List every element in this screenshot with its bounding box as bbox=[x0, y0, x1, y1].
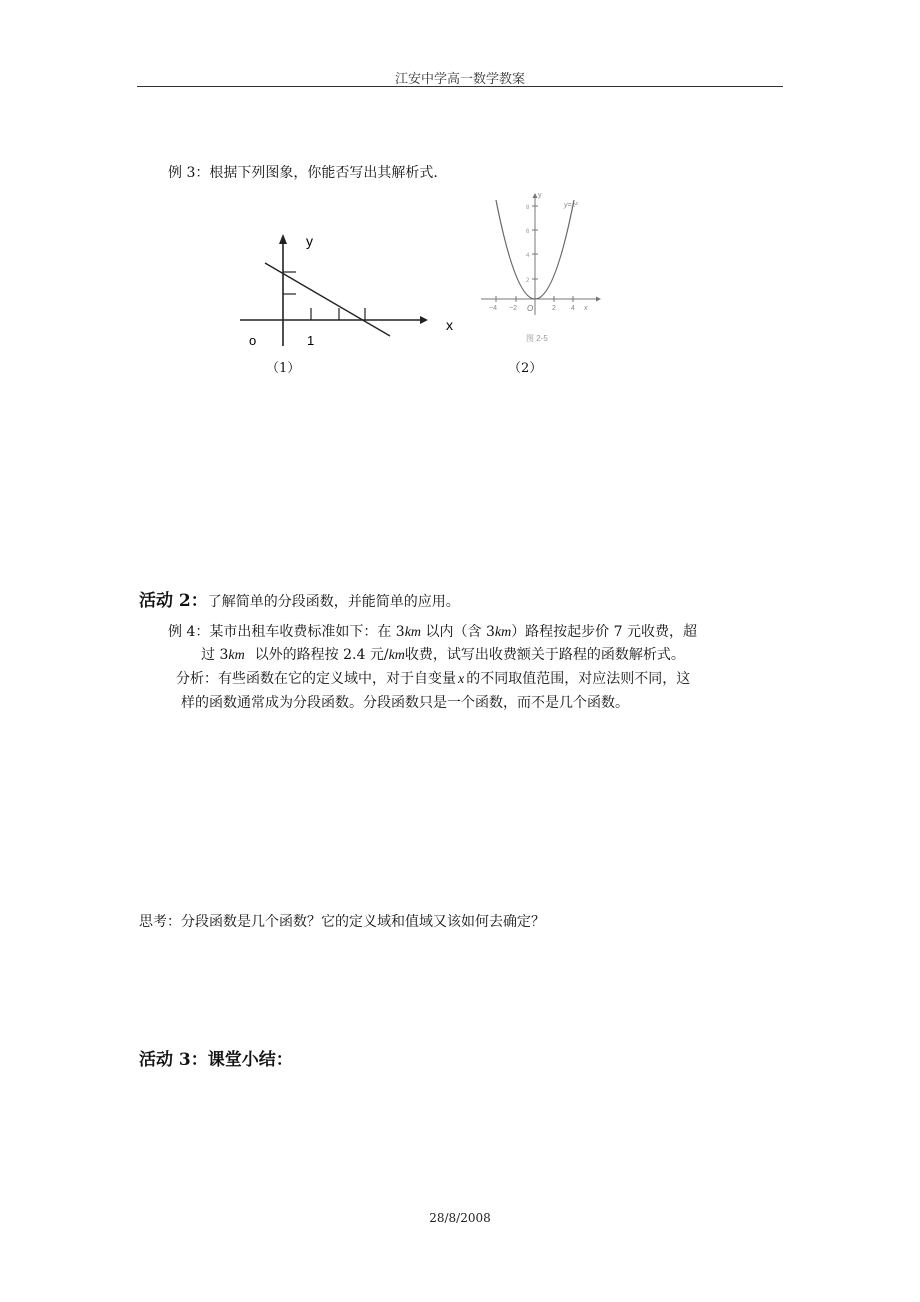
activity-2-label: 活动 2： bbox=[139, 591, 208, 611]
figure-2-fig-label: 图 2-5 bbox=[526, 334, 548, 343]
example-4-text-2a: 过 3 bbox=[201, 647, 229, 663]
activity-2-heading bbox=[139, 586, 460, 611]
figure-2-x-tick-label--2: −2 bbox=[509, 305, 517, 312]
figure-1-y-label: y bbox=[306, 233, 313, 249]
figure-2-y-tick-label-6: 6 bbox=[526, 229, 530, 235]
figure-2-origin-label: O bbox=[527, 304, 534, 313]
activity-3-heading: 活动 3：课堂小结： bbox=[139, 1050, 293, 1070]
figure-2-x-tick-label--4: −4 bbox=[489, 305, 497, 312]
header-rule bbox=[137, 86, 783, 87]
example-3 bbox=[168, 164, 438, 182]
page-header-title: 江安中学高一数学教案 bbox=[394, 72, 525, 87]
example-4-text-2b: 以外的路程按 2.4 元/ bbox=[254, 647, 389, 663]
example-4-label: 例 4： bbox=[168, 624, 210, 640]
example-4-unit-2: km bbox=[494, 625, 512, 640]
figure-1-line-graph bbox=[230, 228, 470, 353]
figure-2-y-tick-label-4: 4 bbox=[526, 253, 530, 259]
figure-2-x-tick-label-2: 2 bbox=[552, 305, 556, 312]
example-3-text: 根据下列图象，你能否写出其解析式. bbox=[209, 165, 438, 181]
example-4-text-2c: 收费，试写出收费额关于路程的函数解析式。 bbox=[404, 647, 685, 663]
activity-2-text: 了解简单的分段函数，并能简单的应用。 bbox=[207, 594, 460, 610]
figure-2-y-label: y bbox=[538, 192, 542, 199]
figure-1-x-arrow bbox=[420, 316, 428, 324]
figure-1-origin-label: o bbox=[249, 333, 257, 348]
figure-2-caption: （2） bbox=[508, 361, 543, 376]
analysis-text-1b: 的不同取值范围，对应法则不同，这 bbox=[466, 671, 691, 687]
analysis-line-2: 样的函数通常成为分段函数。分段函数只是一个函数，而不是几个函数。 bbox=[181, 695, 629, 711]
figure-1-tick-label: 1 bbox=[307, 333, 315, 348]
analysis-text-1a: 分析：有些函数在它的定义域中，对于自变量 bbox=[176, 671, 456, 687]
figure-2-y-tick-label-2: 2 bbox=[526, 278, 530, 284]
figure-1-x-label: x bbox=[446, 317, 453, 333]
example-3-label: 例 3： bbox=[168, 165, 210, 181]
figure-1-y-arrow bbox=[279, 234, 287, 244]
example-4-text-1b: 以内（含 3 bbox=[421, 624, 495, 640]
think-question: 思考：分段函数是几个函数？它的定义域和值域又该如何去确定？ bbox=[139, 914, 545, 930]
figure-2-y-tick-label-8: 8 bbox=[526, 205, 530, 211]
figure-2-x-label: x bbox=[584, 305, 588, 312]
example-4-text-1a: 某市出租车收费标准如下：在 3 bbox=[209, 624, 405, 640]
figure-2-parabola-graph bbox=[476, 190, 606, 350]
figure-2-x-tick-label-4: 4 bbox=[571, 305, 575, 312]
figure-1-caption: （1） bbox=[266, 361, 301, 376]
analysis-line-1 bbox=[176, 670, 690, 689]
example-4-line-1 bbox=[168, 623, 697, 642]
figure-2-y-arrow bbox=[533, 193, 538, 198]
figure-2-x-arrow bbox=[596, 297, 601, 302]
analysis-variable: x bbox=[458, 672, 465, 687]
example-4-line-2 bbox=[201, 646, 685, 665]
figure-2-curve-label: y=x² bbox=[564, 202, 578, 209]
page-footer-date: 28/8/2008 bbox=[429, 1211, 491, 1225]
example-4-unit-3: km bbox=[228, 648, 245, 663]
example-4-unit-4: km bbox=[388, 648, 405, 663]
example-4-unit-1: km bbox=[404, 625, 422, 640]
example-4-text-1c: ）路程按起步价 7 元收费，超 bbox=[511, 624, 697, 640]
